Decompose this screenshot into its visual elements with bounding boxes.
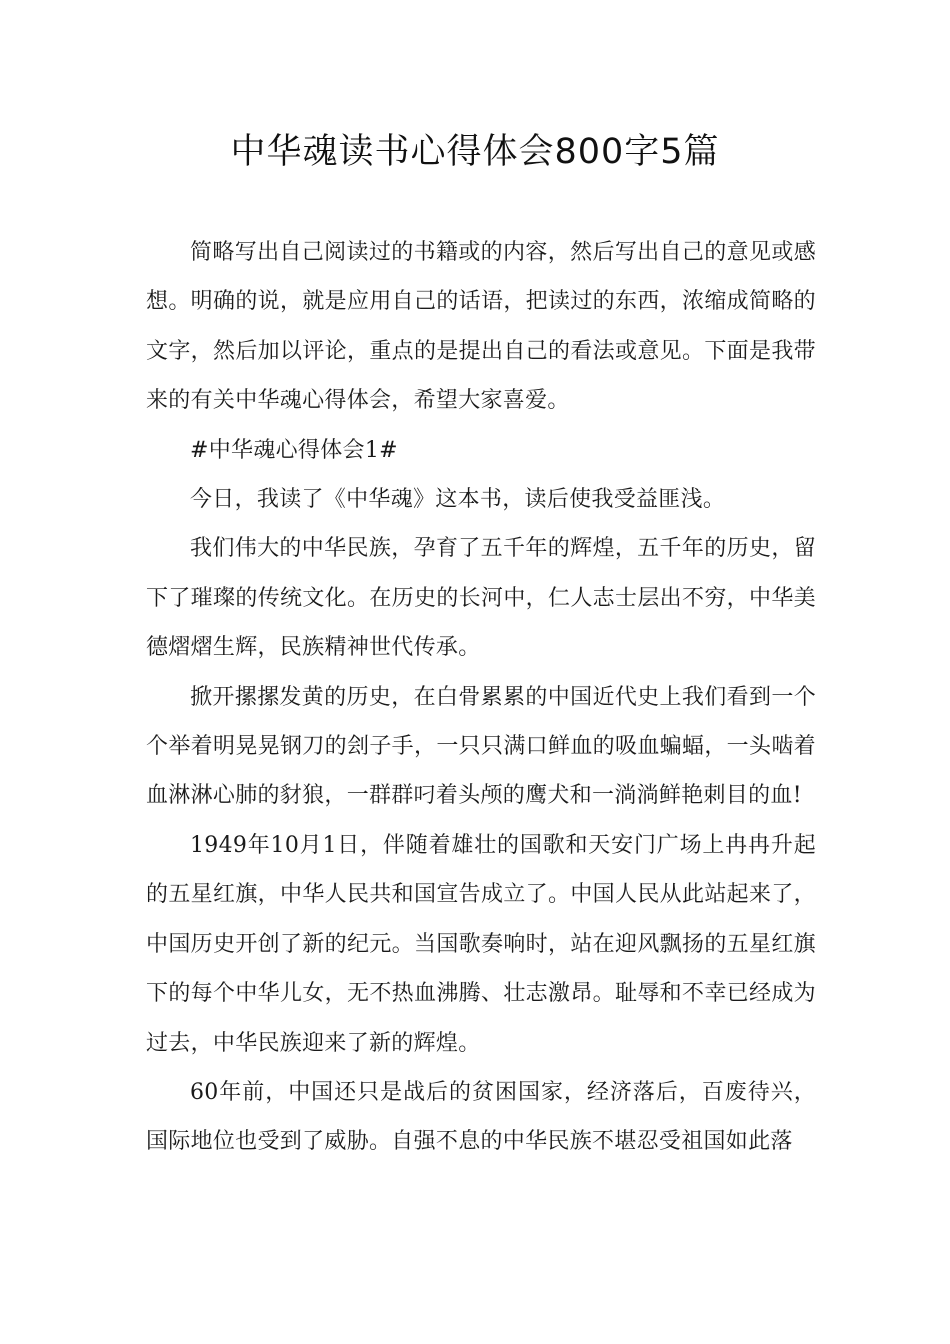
paragraph: 60年前，中国还只是战后的贫困国家，经济落后，百废待兴，国际地位也受到了威胁。自强不息的中华民族不堪忍受祖国如此落 xyxy=(146,1079,816,1155)
document-body xyxy=(146,228,816,1167)
document-title: 中华魂读书心得体会800字5篇 xyxy=(230,132,720,172)
paragraph: 今日，我读了《中华魂》这本书，读后使我受益匪浅。 xyxy=(190,487,726,513)
section-heading: #中华魂心得体会1# xyxy=(190,437,398,463)
paragraph: 我们伟大的中华民族，孕育了五千年的辉煌，五千年的历史，留下了璀璨的传统文化。在历史的长河中，仁人志士层出不穷，中华美德熠熠生辉，民族精神世代传承。 xyxy=(146,536,816,661)
paragraph: 1949年10月1日，伴随着雄壮的国歌和天安门广场上冉冉升起的五星红旗，中华人民共和国宣告成立了。中国人民从此站起来了，中国历史开创了新的纪元。当国歌奏响时，站在迎风飘扬的五星红旗下的每个中华儿女，无不热血沸腾、壮志激昂。耻辱和不幸已经成为过去，中华民族迎来了新的辉煌。 xyxy=(146,832,816,1056)
paragraph: 掀开摞摞发黄的历史，在白骨累累的中国近代史上我们看到一个个举着明晃晃钢刀的刽子手，一只只满口鲜血的吸血蝙蝠，一头啮着血淋淋心肺的豺狼，一群群叼着头颅的鹰犬和一淌淌鲜艳刺目的血! xyxy=(146,684,816,809)
paragraph-intro: 简略写出自己阅读过的书籍或的内容，然后写出自己的意见或感想。明确的说，就是应用自己的话语，把读过的东西，浓缩成简略的文字，然后加以评论，重点的是提出自己的看法或意见。下面是我带来的有关中华魂心得体会，希望大家喜爱。 xyxy=(146,240,816,414)
